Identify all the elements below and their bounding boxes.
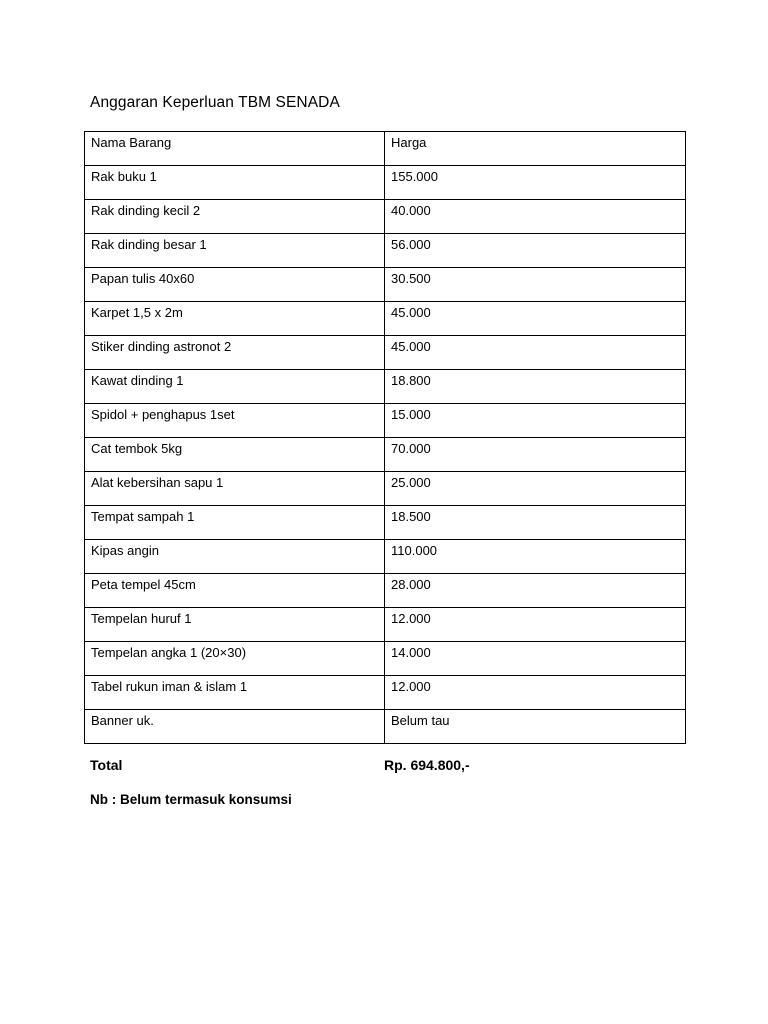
item-name-cell: Alat kebersihan sapu 1 bbox=[85, 472, 385, 506]
total-label: Total bbox=[90, 757, 123, 773]
table-row bbox=[85, 268, 686, 302]
item-name-cell: Stiker dinding astronot 2 bbox=[85, 336, 385, 370]
item-name-cell: Rak buku 1 bbox=[85, 166, 385, 200]
page-title: Anggaran Keperluan TBM SENADA bbox=[90, 94, 340, 111]
table-row bbox=[85, 540, 686, 574]
item-price-cell: 25.000 bbox=[385, 472, 686, 506]
item-name-cell: Karpet 1,5 x 2m bbox=[85, 302, 385, 336]
item-price-cell: Belum tau bbox=[385, 710, 686, 744]
item-name-cell: Tabel rukun iman & islam 1 bbox=[85, 676, 385, 710]
item-price-cell: 28.000 bbox=[385, 574, 686, 608]
table-row bbox=[85, 200, 686, 234]
item-name-cell: Rak dinding kecil 2 bbox=[85, 200, 385, 234]
header-price: Harga bbox=[385, 132, 686, 166]
note-text: Nb : Belum termasuk konsumsi bbox=[90, 792, 292, 807]
item-name-cell: Papan tulis 40x60 bbox=[85, 268, 385, 302]
item-name-cell: Tempelan angka 1 (20×30) bbox=[85, 642, 385, 676]
item-name-cell: Peta tempel 45cm bbox=[85, 574, 385, 608]
item-price-cell: 110.000 bbox=[385, 540, 686, 574]
table-row bbox=[85, 472, 686, 506]
item-name-cell: Tempat sampah 1 bbox=[85, 506, 385, 540]
item-name-cell: Kipas angin bbox=[85, 540, 385, 574]
table-row bbox=[85, 642, 686, 676]
item-name-cell: Tempelan huruf 1 bbox=[85, 608, 385, 642]
table-header-row bbox=[85, 132, 686, 166]
table-row bbox=[85, 302, 686, 336]
budget-table bbox=[84, 131, 686, 744]
table-row bbox=[85, 404, 686, 438]
item-price-cell: 45.000 bbox=[385, 336, 686, 370]
item-price-cell: 12.000 bbox=[385, 608, 686, 642]
table-row bbox=[85, 676, 686, 710]
table-row bbox=[85, 166, 686, 200]
item-name-cell: Rak dinding besar 1 bbox=[85, 234, 385, 268]
item-name-cell: Spidol + penghapus 1set bbox=[85, 404, 385, 438]
item-price-cell: 70.000 bbox=[385, 438, 686, 472]
item-name-cell: Banner uk. bbox=[85, 710, 385, 744]
table-row bbox=[85, 370, 686, 404]
table-row bbox=[85, 336, 686, 370]
table-row bbox=[85, 438, 686, 472]
item-price-cell: 40.000 bbox=[385, 200, 686, 234]
item-price-cell: 12.000 bbox=[385, 676, 686, 710]
table-row bbox=[85, 608, 686, 642]
total-value: Rp. 694.800,- bbox=[384, 757, 470, 773]
item-price-cell: 30.500 bbox=[385, 268, 686, 302]
item-name-cell: Kawat dinding 1 bbox=[85, 370, 385, 404]
item-price-cell: 45.000 bbox=[385, 302, 686, 336]
item-price-cell: 14.000 bbox=[385, 642, 686, 676]
item-price-cell: 18.500 bbox=[385, 506, 686, 540]
item-price-cell: 18.800 bbox=[385, 370, 686, 404]
item-price-cell: 15.000 bbox=[385, 404, 686, 438]
item-price-cell: 56.000 bbox=[385, 234, 686, 268]
table-row bbox=[85, 574, 686, 608]
table-row bbox=[85, 710, 686, 744]
item-price-cell: 155.000 bbox=[385, 166, 686, 200]
item-name-cell: Cat tembok 5kg bbox=[85, 438, 385, 472]
table-row bbox=[85, 506, 686, 540]
header-item-name: Nama Barang bbox=[85, 132, 385, 166]
table-row bbox=[85, 234, 686, 268]
